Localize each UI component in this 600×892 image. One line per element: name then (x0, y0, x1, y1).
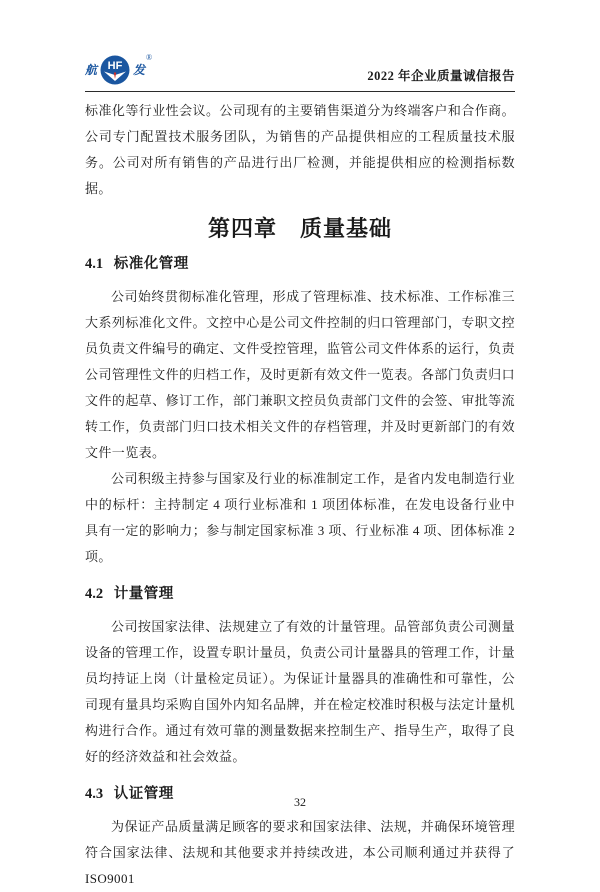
section-4-2-paragraph-1: 公司按国家法律、法规建立了有效的计量管理。品管部负责公司测量设备的管理工作，设置专职计量员，负责公司计量器具的管理工作，计量员均持证上岗（计量检定员证）。为保证计量器具的准确性和可靠性，公司现有量具均采购自国外内知名品牌，并在检定校准时积极与法定计量机构进行合作。通过有效可靠的测量数据来控制生产、指导生产，取得了良好的经济效益和社会效益。 (85, 619, 515, 764)
section-title: 标准化管理 (113, 256, 189, 272)
logo-hang-char: 航 (85, 63, 98, 77)
company-logo (85, 54, 151, 86)
section-number: 4.3 (85, 786, 104, 802)
page-number: 32 (294, 795, 306, 809)
logo-fa-char: 发 (133, 63, 146, 77)
section-title: 计量管理 (113, 586, 174, 602)
section-4-1-paragraph-2: 公司积级主持参与国家及行业的标准制定工作，是省内发电制造行业中的标杆：主持制定 4 项行业标准和 1 项团体标准，在发电设备行业中具有一定的影响力；参与制定国家标准 3 项、行业标准 4 项、团体标准 2 项。 (85, 471, 515, 564)
section-4-1-paragraph-1: 公司始终贯彻标准化管理，形成了管理标准、技术标准、工作标准三大系列标准化文件。文控中心是公司文件控制的归口管理部门，专职文控员负责文件编号的确定、文件受控管理，监管公司文件体系的运行，负责公司管理性文件的归档工作，及时更新有效文件一览表。各部门负责归口文件的起草、修订工作，部门兼职文控员负责部门文件的会签、审批等流转工作，负责部门归口技术相关文件的存档管理，并及时更新部门的有效文件一览表。 (85, 289, 515, 460)
hf-circle-logo-icon (99, 54, 131, 86)
page-header (85, 38, 515, 92)
chapter-title: 第四章 质量基础 (207, 216, 392, 241)
section-4-3-paragraph-1: 为保证产品质量满足顾客的要求和国家法律、法规，并确保环境管理符合国家法律、法规和其他要求并持续改进，本公司顺利通过并获得了 ISO9001 (85, 819, 515, 886)
report-title: 2022 年企业质量诚信报告 (367, 69, 515, 83)
section-heading-4-1 (85, 254, 515, 274)
logo-hf-text: HF (107, 60, 123, 72)
registered-trademark-icon: ® (146, 53, 153, 62)
section-title: 认证管理 (113, 786, 174, 802)
section-heading-4-2 (85, 584, 515, 604)
section-number: 4.1 (85, 256, 104, 272)
intro-paragraph: 标准化等行业性会议。公司现有的主要销售渠道分为终端客户和合作商。公司专门配置技术服务团队，为销售的产品提供相应的工程质量技术服务。公司对所有销售的产品进行出厂检测，并能提供相应的检测指标数据。 (85, 103, 515, 196)
section-number: 4.2 (85, 586, 104, 602)
